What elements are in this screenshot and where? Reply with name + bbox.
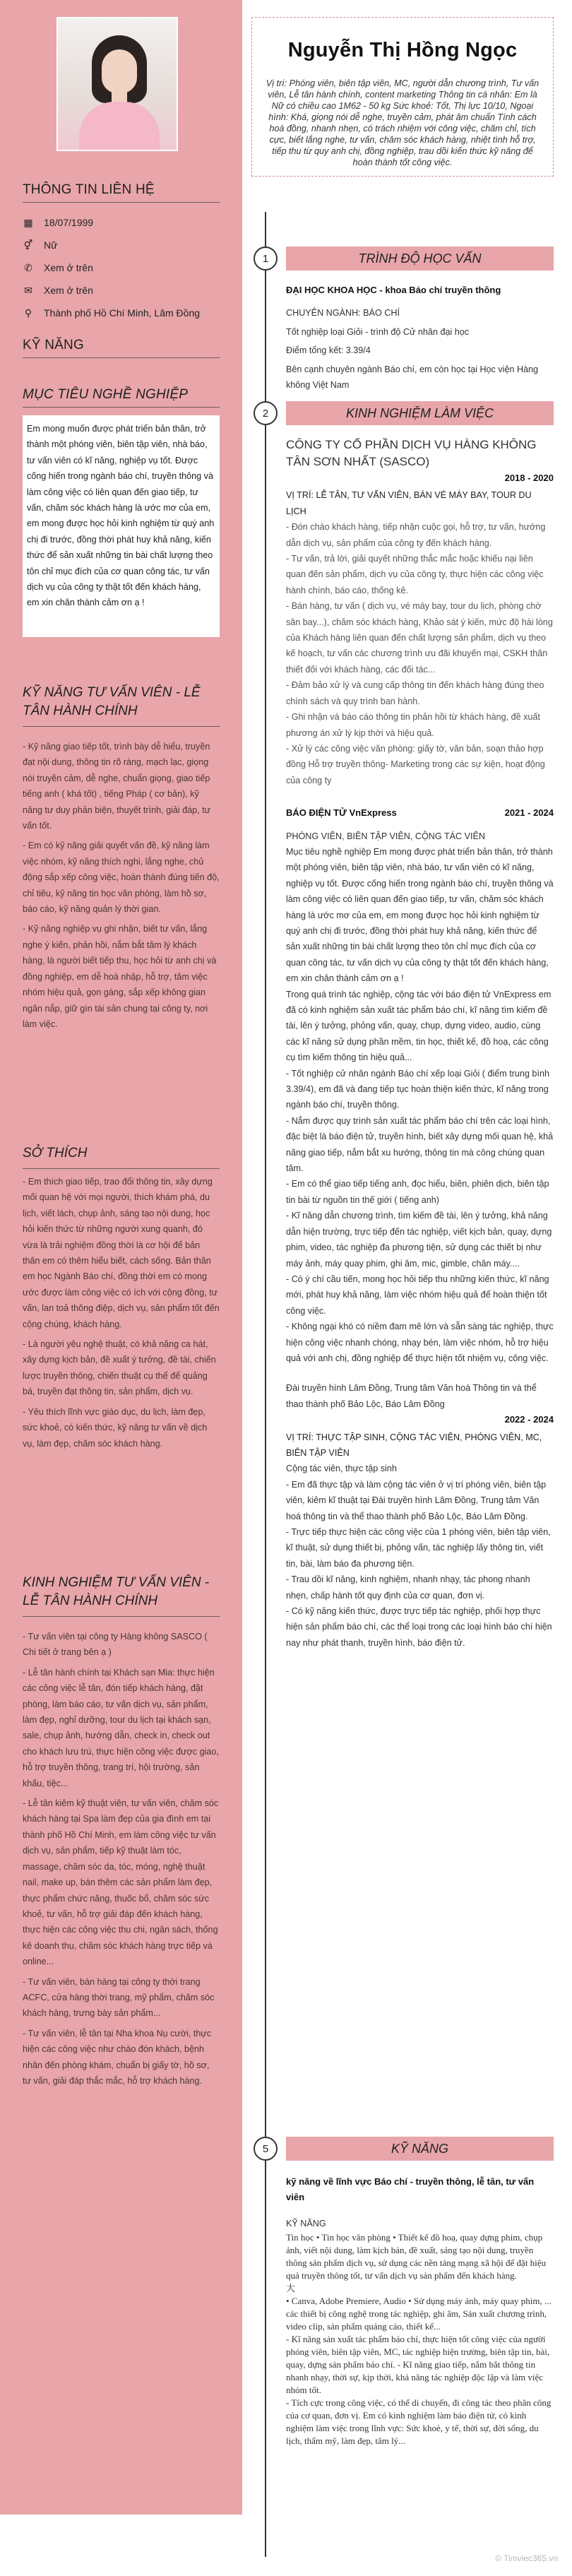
job-detail: - Nắm được quy trình sản xuất tác phẩm báo chí trên các loại hình, đặc biệt là báo điện tử, truyền hình, biết xây dựng mối quan hệ, khả năng giao tiếp, nắm bắt xu hướng, thông tin mà công chúng quan tâm. [286,1115,554,1174]
consult-skill-item: - Kỹ năng giao tiếp tốt, trình bày dễ hiểu, truyền đạt nội dung, thông tin rõ ràng, mạch lạc, giọng nói truyền cảm, dễ nghe, chuẩn giọng, giao tiếp tiếng anh ( khá tốt) , tiếng Pháp ( cơ bản), kỹ năng tư duy phản biện, thuyết trình, giải đáp, tư vấn tốt. [23,742,211,831]
job-detail: - Trau dồi kĩ năng, kinh nghiệm, nhanh nhạy, tác phong nhanh nhẹn, chấp hành tốt quy định của cơ quan, đơn vị. [286,1574,530,1601]
skills-title: KỸ NĂNG [23,338,220,358]
objective-text: Em mong muốn được phát triển bản thân, trở thành một phóng viên, biên tập viên, nhà báo, tư vấn viên có kĩ năng, nghiệp vụ tốt. Được cống hiến trong ngành báo chí, truyền thông và làm công việc có liên quan đến giao tiếp, tư vấn, chăm sóc khách hàng là ước mơ của em, em mong được học hỏi kinh nghiệm từ quý anh chị đi trước, đồng thời phát huy khả năng, kiến thức để sản xuất những tin bài chất lượng theo tôn chỉ mục đích của cơ quan công tác, tư vấn dịch vụ của công ty thật tốt đến khách hàng, em xin chân thành cảm ơn ạ ! [23,415,220,637]
consult-skills-title: KỸ NĂNG TƯ VẤN VIÊN - LỄ TÂN HÀNH CHÍNH [23,684,220,727]
experience-side-body [23,1629,220,2093]
hobby-item: - Em thích giao tiếp, trao đổi thông tin, xây dựng mối quan hệ với mọi người, thích khám phá, du lịch, viết lách, chụp ảnh, sáng tạo nội dung, học hỏi kiến thức từ những người xung quanh, đó vừa là trải nghiệm đồng thời là cơ hội để bản thân em có thêm hiểu biết, cách sống. Bản thân em học Ngành Báo chí, đồng thời em có mong ước được làm công việc có ích với cộng đồng, tư vấn, lan toả thông điệp, dịch vụ, sản phẩm tốt đến cộng chúng, khách hàng. [23,1177,220,1329]
job-detail: - Em đã thực tập và làm cộng tác viên ở vị trí phóng viên, biên tập viên, kiêm kĩ thuật tại Đài truyền hình Lâm Đồng, Trung tâm Văn hoá thông tin và thể thao thành phố Bảo Lộc, Báo Lâm Đồng. [286,1479,547,1521]
company-name: CÔNG TY CỔ PHẦN DỊCH VỤ HÀNG KHÔNG TÂN SƠN NHẤT (SASCO) [286,438,537,468]
skill-line: - Tích cực trong công việc, có thể di chuyển, đi công tác theo phân công của cơ quan, đơn vị. Em có kinh nghiệm làm báo điện tử, có kinh nghiệm làm việc trong lĩnh vực: Sức khoẻ, y tế, thời sự, đời sống, du lịch, thẩm mỹ, làm đẹp, tâm lý... [286,2397,552,2447]
job-role: VỊ TRÍ: THỰC TẬP SINH, CỘNG TÁC VIÊN, PHÓNG VIÊN, MC, BIÊN TẬP VIÊN [286,1432,542,1458]
experience-side-item: - Tư vấn viên, lễ tân tại Nha khoa Nụ cười, thực hiện các công việc như chào đón khách, bệnh nhân đến phòng khám, chuẩn bị giấy tờ, hồ sơ, tư vấn, giải đáp thắc mắc, hỗ trợ khách hàng. [23,2028,212,2086]
contact-gender [23,234,220,256]
contact-birthday [23,211,220,234]
skills-label: KỸ NĂNG [286,2218,326,2228]
hobby-body [23,1174,220,1456]
job-detail: PHÓNG VIÊN, BIÊN TẬP VIÊN, CỘNG TÁC VIÊN [286,831,486,841]
consult-skill-item: - Em có kỹ năng giải quyết vấn đề, kỹ năng làm việc nhóm, kỹ năng thích nghi, lắng nghe, chủ động sắp xếp công việc, hoàn thành đúng tiến độ, chỉ tiêu, kỹ năng tin học văn phòng, làm hồ sơ, báo cáo, kỹ năng quản lý thời gian. [23,841,220,915]
experience-side-item: - Tư vấn viên tại công ty Hàng không SASCO ( Chi tiết ở trang bên ạ ) [23,1632,208,1658]
skill-line: Tin học • Tin học văn phòng • Thiết kế đồ hoạ, quay dựng phim, chụp ảnh, viết nội dung, làm kịch bản, đề xuất, sáng tạo nội dung, truyền thông sản phẩm dịch vụ, sử dụng các nền tảng mạng xã hội để đặt hiệu quả truyền thông tốt, tư vấn dịch vụ sản phẩm đến khách hàng. [286,2232,547,2281]
watermark: © Timviec365.vn [495,2553,558,2563]
job-detail: Cộng tác viên, thực tập sinh [286,1464,397,1474]
birthday-text: 18/07/1999 [44,217,94,228]
experience-side-item: - Lễ tân kiêm kỹ thuật viên, tư vấn viên, chăm sóc khách hàng tại Spa làm đẹp của gia đình em tại thành phố Hồ Chí Minh, em làm công việc tư vấn dịch vụ, sản phẩm, tiếp kỹ thuật làm tóc, massage, chăm sóc da, tóc, móng, nghệ thuật nail, make up, bán thêm các sản phẩm làm đẹp, thực phẩm chức năng, thuốc bổ, chăm sóc sức khoẻ, tư vấn, hỗ trợ giải đáp đến khách hàng, thực hiện các công việc thu chi, ngân sách, thống kê doanh thu, chăm sóc khách hàng trực tiếp và online... [23,1798,219,1967]
education-line: Điểm tổng kết: 3.39/4 [286,345,371,356]
experience-content [286,432,554,1651]
objective-title: MỤC TIÊU NGHỀ NGHIỆP [23,387,220,408]
phone-text: Xem ở trên [44,262,93,273]
job-detail: - Bán hàng, tư vấn ( dịch vụ, vé máy bay, tour du lịch, phòng chờ sân bay...), chăm sóc khách hàng, Khảo sát ý kiến, mức độ hài lòng của Khách hàng liên quan đến chất lượng sản phẩm, dịch vụ theo kế hoạch, tư vấn các chương trình ưu đãi khuyến mại, CSKH thân thiết đối với khách hàng, các đối tác... [286,601,553,675]
experience-side-item: - Lễ tân hành chính tại Khách sạn Mia: thực hiện các công việc lễ tân, đón tiếp khách hàng, đặt phòng, làm báo cáo, tư vấn dịch vụ, sản phẩm, làm đẹp, nghỉ dưỡng, tour du lịch tại khách sạn, sale, chụp ảnh, hướng dẫn, check in, check out cho khách lưu trú, thực hiện công việc được giao, hỗ trợ truyền thông, trang trí, hội trường, sản khấu, tiệc... [23,1667,219,1788]
address-text: Thành phố Hồ Chí Minh, Lâm Đồng [44,307,201,319]
section-number: 1 [254,247,278,271]
job-detail: - Có ý chí cầu tiến, mong học hỏi tiếp thu những kiến thức, kĩ năng mới, phát huy khả năng, làm việc nhóm hiệu quả để hoàn thiện tốt công việc. [286,1274,549,1316]
skill-line: - Kĩ năng sản xuất tác phẩm báo chí, thực hiện tốt công việc của người phóng viên, biên tập viên, MC, tác nghiệp hiện trường, biên tập tin, bài, quay, dựng sản phẩm báo chí. - Kĩ năng giao tiếp, nắm bắt thông tin nhanh nhạy, thời sự, kịp thời, khả năng tác nghiệp độc lập và làm việc nhóm tốt. [286,2334,550,2396]
skill-line: • Canva, Adobe Premiere, Audio • Sử dụng máy ảnh, máy quay phim, ... các thiết bị công nghệ trong tác nghiệp, ghi âm, Sản xuất chương trình, video clip, sản phẩm quảng cáo, thiết kế... [286,2296,552,2332]
education-content [286,283,554,393]
job-detail: - Trực tiếp thực hiện các công việc của 1 phóng viên, biên tập viên, kĩ thuật, sử dụng thiết bị, phỏng vấn, tác nghiệp lấy thông tin, viết tin, bài, làm báo đa phương tiện. [286,1527,551,1569]
contact-section [23,182,220,324]
hobby-item: - Là người yêu nghệ thuật, có khả năng ca hát, xây dựng kịch bản, đề xuất ý tưởng, đề tài, chiến lược truyền thông, chiến thuật cụ thể để quảng bá, truyền đạt thông tin, sản phẩm, dịch vụ. [23,1339,216,1397]
section-number: 2 [254,401,278,425]
experience-title: KINH NGHIỆM LÀM VIỆC [286,401,554,425]
company-name: BÁO ĐIỆN TỬ VnExpress [286,807,397,819]
company-name: Đài truyền hình Lâm Đồng, Trung tâm Văn hoá Thông tin và thể thao thành phố Bảo Lộc, Báo Lâm Đồng [286,1383,537,1409]
candidate-name: Nguyễn Thị Hồng Ngọc [287,39,518,61]
job-detail: - Đảm bảo xử lý và cung cấp thông tin đến khách hàng đúng theo chính sách và quy trình ban hành. [286,680,544,706]
intro-text: Vị trí: Phóng viên, biên tập viên, MC, người dẫn chương trình, Tư vấn viên, Lễ tân hành chính, content marketing Thông tin cá nhân: Em là Nữ có chiều cao 1M62 - 50 kg Sức khoẻ: Tốt, Thị lực 10/10, Ngoại hình: Khá, giọng nói dễ nghe, truyền cảm, phát âm chuẩn Tính cách hoà đồng, nhanh nhẹn, có trách nhiệm với công việc, chăm chỉ, tích cực, biết lắng nghe, tư vấn, chăm sóc khách hàng, nhiệt tình hỗ trợ, tiếp thu từ quy anh chị, đồng nghiệp, trau dồi kiến thức kỹ năng để hoàn thành tốt công việc. [266,78,540,167]
skill-line: 大 [286,2283,296,2294]
school-name: ĐẠI HỌC KHOA HỌC - khoa Báo chí truyền thông [286,285,501,295]
contact-email [23,279,220,302]
experience-side-title: KINH NGHIỆM TƯ VẤN VIÊN - LỄ TÂN HÀNH CHÍNH [23,1574,220,1617]
education-title: TRÌNH ĐỘ HỌC VẤN [286,247,554,271]
job-detail: - Đón chào khách hàng, tiếp nhận cuộc gọi, hỗ trợ, tư vấn, hướng dẫn dịch vụ, sản phẩm của công ty đến khách hàng. [286,522,546,548]
email-icon: ✉ [24,284,32,296]
location-icon: ⚲ [24,307,32,319]
calendar-icon: ▦ [23,216,33,228]
job-detail: - Có kỹ năng kiến thức, được trực tiếp tác nghiệp, phối hợp thực hiện sản phẩm báo chí, các thể loại trong các loại hình báo chí hiện nay như phát thanh, truyền hình, báo điện tử. [286,1606,552,1648]
experience-side-item: - Tư vấn viên, bán hàng tại công ty thời trang ACFC, cửa hàng thời trang, mỹ phẩm, chăm sóc khách hàng, trưng bày sản phẩm... [23,1976,215,2019]
period: 2021 - 2024 [504,807,554,819]
skills-heading: kỹ năng về lĩnh vực Báo chí - truyền thông, lễ tân, tư vấn viên [286,2176,535,2203]
consult-skills-body [23,739,220,1036]
hobby-item: - Yêu thích lĩnh vực giáo dục, du lịch, làm đẹp, sức khoẻ, có kiến thức, kỹ năng tư vấn về dịch vụ, làm đẹp, chăm sóc khách hàng. [23,1406,208,1449]
job-detail: - Tư vấn, trả lời, giải quyết những thắc mắc hoặc khiếu nại liên quan đến sản phẩm, dịch vụ của công ty, thực hiện các công việc hành chính, báo cáo, thống kê. [286,554,544,595]
avatar [56,17,178,151]
section-number: 5 [254,2137,278,2161]
job-detail: - Tốt nghiệp cử nhân ngành Báo chí xếp loại Giỏi ( điểm trung bình 3.39/4), em đã và đang tiếp tục hoàn thiện kiến thức, kĩ năng trong ngành báo chí, truyền thông. [286,1068,549,1110]
job-detail: Mục tiêu nghề nghiệp Em mong được phát triển bản thân, trở thành một phóng viên, biên tập viên, nhà báo, tư vấn viên có kĩ năng, nghiệp vụ tốt. Được cống hiến trong ngành báo chí, truyền thông và làm công việc có liên quan đến giao tiếp, tư vấn, chăm sóc khách hàng là ước mơ của em, em mong được học hỏi kinh nghiệm từ quý anh chị đi trước, đồng thời phát huy khả năng, kiến thức để sản xuất những tin bài chất lượng theo tôn chỉ mục đích của cơ quan công tác, tư vấn dịch vụ của công ty thật tốt đến khách hàng, em xin chân thành cảm ơn ạ ! [286,846,554,984]
period: 2018 - 2020 [504,473,554,483]
job-role: VỊ TRÍ: LỄ TÂN, TƯ VẤN VIÊN, BÁN VÉ MÁY BAY, TOUR DU LỊCH [286,490,532,516]
email-text: Xem ở trên [44,285,93,296]
education-line: Tốt nghiệp loại Giỏi - trình độ Cử nhân đại học [286,326,470,337]
skills-content [286,2174,554,2447]
job-detail: - Xử lý các công việc văn phòng: giấy tờ, văn bản, soạn thảo hợp đồng Hỗ trợ truyền thông- Marketing trong các sự kiện, hoạt động của công ty [286,743,545,785]
gender-icon: ⚥ [23,239,33,251]
job-detail: - Em có thể giao tiếp tiếng anh, đọc hiểu, biên, phiên dịch, biên tập tin bài từ nguồn tin thế giới ( tiếng anh) [286,1179,549,1205]
period: 2022 - 2024 [504,1414,554,1425]
skills-section-title: KỸ NĂNG [286,2137,554,2161]
phone-icon: ✆ [24,261,32,273]
job-detail: - Ghi nhận và báo cáo thông tin phản hồi từ khách hàng, đề xuất phương án xử lý kịp thời và hiệu quả. [286,712,540,738]
gender-text: Nữ [44,239,58,251]
education-line: CHUYÊN NGÀNH: BÁO CHÍ [286,308,400,319]
header-box [251,17,554,177]
timeline-line [265,212,266,2557]
job-detail: - Kĩ năng dẫn chương trình, tìm kiếm đề tài, lên ý tưởng, khả năng dẫn hiện trường, trực tiếp đến tác nghiệp, viết kịch bản, quay, dựng phim, video, tác nghiệp đa phương tiện, sử dụng các thiết bị như máy ảnh, máy quay phim, ghi âm, mic, gimble, chân máy.... [286,1211,552,1269]
consult-skill-item: - Kỹ năng nghiệp vụ ghi nhận, biết tư vấn, lắng nghe ý kiến, phản hồi, nắm bắt tâm lý khách hàng, là người biết tiếp thu, học hỏi từ anh chị và đồng nghiệp, em dễ hoà nhập, hỗ trợ, tâm việc nhóm hiệu quả, gọn gàng, sắp xếp không gian ngăn nắp, giữ gìn tài sản chung tại công ty, nơi làm việc. [23,924,217,1029]
job-detail: - Không ngại khó có niềm đam mê lớn và sẵn sàng tác nghiệp, thực hiện công việc nhanh chóng, nhạy bén, làm việc nhóm, hỗ trợ hiệu quả với anh chị, đồng nghiệp để thực hiện tốt nhiệm vụ, công việc. [286,1322,554,1363]
contact-title: THÔNG TIN LIÊN HỆ [23,182,220,203]
contact-phone [23,256,220,279]
education-line: Bên cạnh chuyên ngành Báo chí, em còn học tại Học viện Hàng không Việt Nam [286,364,539,391]
hobby-title: SỞ THÍCH [23,1144,220,1169]
contact-address [23,302,220,324]
job-detail: Trong quá trình tác nghiệp, cộng tác với báo điện tử VnExpress em đã có kinh nghiệm sản xuất tác phẩm báo chí, kĩ năng tìm kiếm đề tài, lên ý tưởng, phỏng vấn, quay, chụp, dựng video, audio, cùng các kĩ năng sử dụng phần mềm, tin học, thiết kế, đồ hoạ, các công cụ tìm kiếm thông tin hiệu quả... [286,989,552,1063]
